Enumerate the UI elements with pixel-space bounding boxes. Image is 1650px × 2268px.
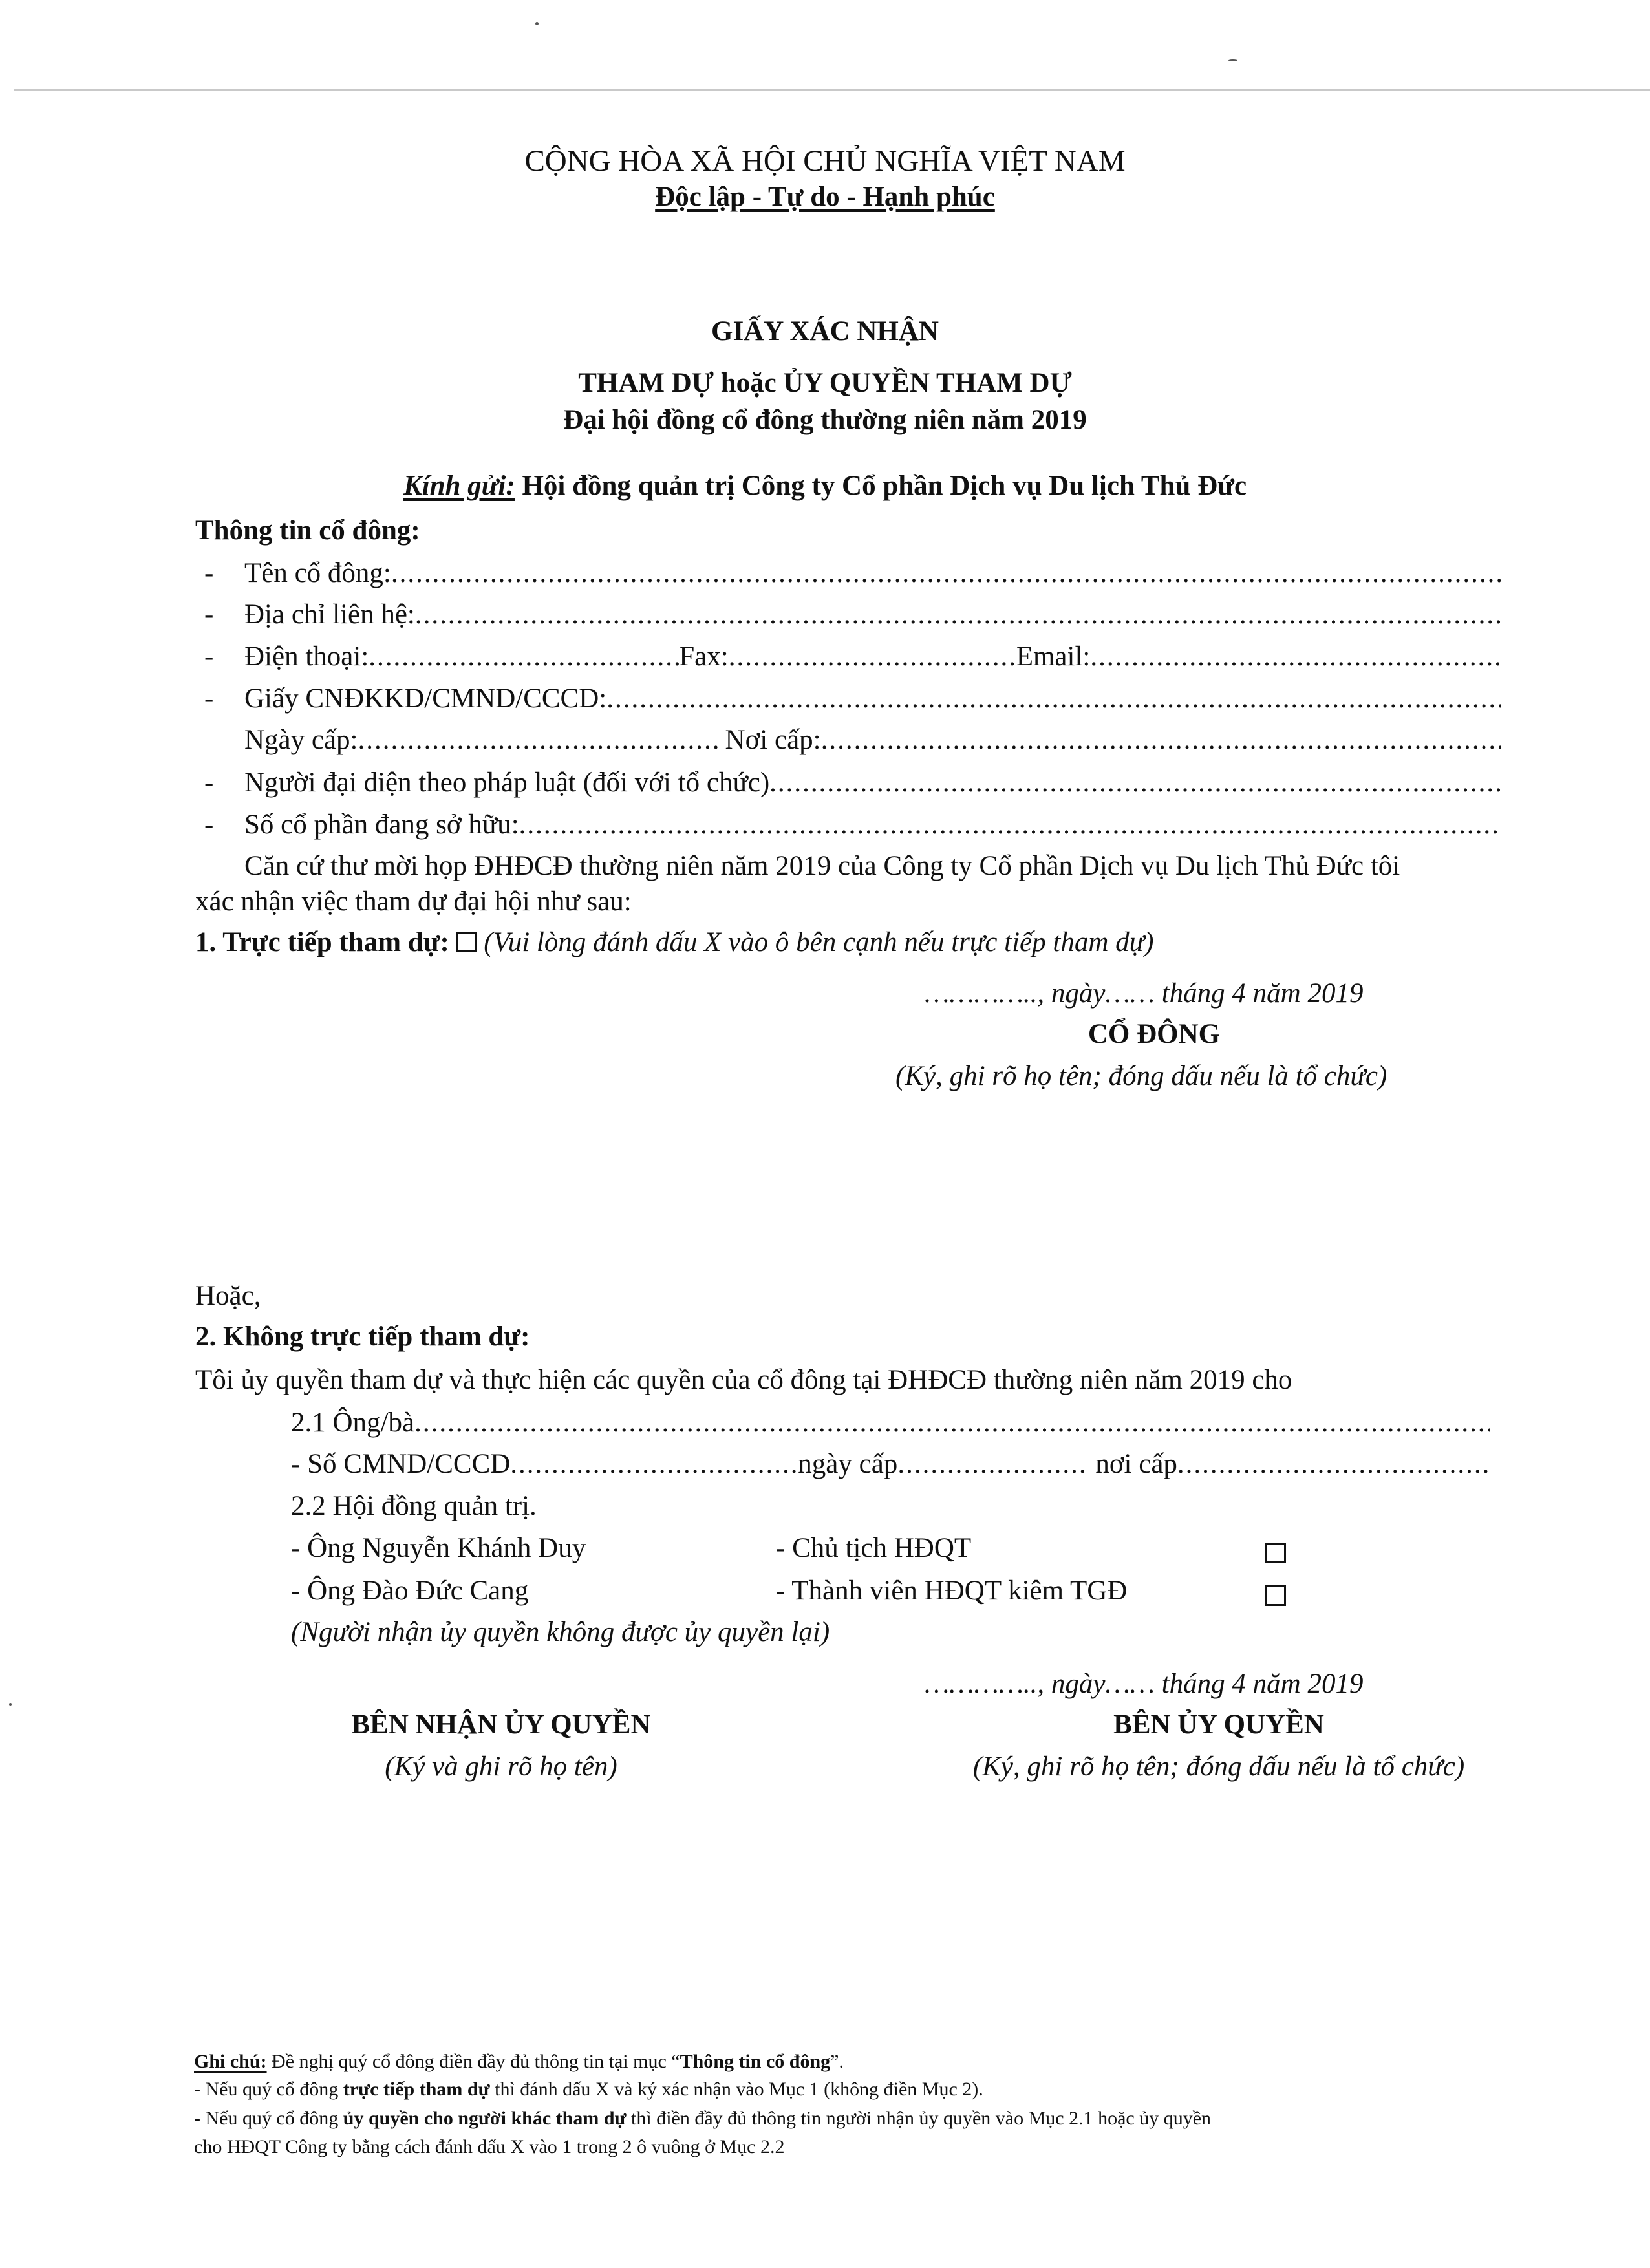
shareholder-signature-area[interactable] [931, 1099, 1461, 1248]
id-doc-label: Giấy CNĐKKD/CMND/CCCD: [244, 683, 607, 714]
board-member-role: - Chủ tịch HĐQT [776, 1533, 972, 1563]
email-label: Email: [1016, 641, 1091, 672]
footnote-label: Ghi chú: [194, 2051, 267, 2072]
address-row [244, 599, 1501, 630]
section1-line [195, 926, 1153, 958]
section1-date-line: ………….., ngày…… tháng 4 năm 2019 [925, 978, 1364, 1009]
proxy-person-field[interactable] [414, 1407, 1490, 1439]
intro-line-2: xác nhận việc tham dự đại hội như sau: [195, 886, 632, 917]
receiver-signature-area[interactable] [278, 1794, 724, 1988]
address-label: Địa chỉ liên hệ: [244, 599, 415, 630]
fax-label: Fax: [679, 641, 729, 672]
section2-intro: Tôi ủy quyền tham dự và thực hiện các quyền của cổ đông tại ĐHĐCĐ thường niên năm 2019 cho [195, 1365, 1292, 1395]
scan-speck [9, 1703, 12, 1706]
board-label: 2.2 Hội đồng quản trị. [291, 1491, 537, 1521]
phone-label: Điện thoại: [244, 641, 369, 672]
address-field[interactable] [415, 599, 1501, 630]
proxy-id-label: - Số CMND/CCCD [291, 1449, 511, 1479]
proxy-id-field[interactable] [510, 1448, 798, 1480]
shares-field[interactable] [519, 809, 1501, 840]
attend-directly-checkbox[interactable] [456, 932, 477, 952]
country-name: CỘNG HÒA XÃ HỘI CHỦ NGHĨA VIỆT NAM [524, 144, 1126, 178]
legal-rep-label: Người đại diện theo pháp luật (đối với tổ chức) [244, 767, 770, 798]
shares-row [244, 809, 1501, 840]
id-doc-row [244, 683, 1501, 714]
list-dash: - [204, 558, 214, 588]
grantor-note: (Ký, ghi rõ họ tên; đóng dấu nếu là tổ chức) [972, 1751, 1465, 1782]
receiver-title: BÊN NHẬN ỦY QUYỀN [351, 1709, 651, 1740]
footnote-line-4: cho HĐQT Công ty bằng cách đánh dấu X vào 1 trong 2 ô vuông ở Mục 2.2 [194, 2136, 785, 2157]
board-member-name: - Ông Đào Đức Cang [291, 1576, 529, 1606]
proxy-id-place-field[interactable] [1177, 1448, 1490, 1480]
issue-row [244, 724, 1501, 756]
proxy-person-row [291, 1407, 1490, 1439]
footnote-line-3 [194, 2108, 1211, 2130]
section2-heading: 2. Không trực tiếp tham dự: [195, 1321, 530, 1352]
phone-field[interactable] [369, 641, 679, 672]
document-title: GIẤY XÁC NHẬN [711, 316, 939, 347]
legal-rep-row [244, 767, 1501, 798]
list-dash: - [204, 641, 214, 672]
scan-top-edge [14, 89, 1650, 91]
chairman-checkbox[interactable] [1265, 1537, 1286, 1569]
intro-line-1: Căn cứ thư mời họp ĐHĐCĐ thường niên năm 2019 của Công ty Cổ phần Dịch vụ Du lịch Thủ Đức tôi [244, 851, 1400, 881]
grantor-signature-area[interactable] [931, 1794, 1500, 1988]
proxy-person-label: 2.1 Ông/bà [291, 1407, 415, 1438]
receiver-note: (Ký và ghi rõ họ tên) [385, 1751, 617, 1782]
document-subtitle: THAM DỰ hoặc ỦY QUYỀN THAM DỰ [578, 368, 1072, 398]
footnote-text: ”. [830, 2051, 844, 2072]
footnote-emphasis: trực tiếp tham dự [343, 2079, 490, 2100]
footnote-emphasis: ủy quyền cho người khác tham dự [343, 2108, 627, 2129]
recipient-line [0, 470, 1650, 502]
board-member-name: - Ông Nguyễn Khánh Duy [291, 1533, 586, 1563]
scan-speck [1228, 59, 1238, 61]
footnote-line-1 [194, 2051, 844, 2073]
issue-place-field[interactable] [821, 724, 1501, 756]
proxy-id-date-label: ngày cấp [798, 1449, 898, 1479]
recipient-label: Kính gửi: [403, 471, 515, 501]
fax-field[interactable] [729, 641, 1016, 672]
grantor-title: BÊN ỦY QUYỀN [1113, 1709, 1324, 1740]
shareholder-name-row [244, 557, 1501, 589]
list-dash: - [204, 599, 214, 630]
section2-date-line: ………….., ngày…… tháng 4 năm 2019 [925, 1669, 1364, 1699]
recipient-value: Hội đồng quản trị Công ty Cổ phần Dịch vụ Du lịch Thủ Đức [522, 471, 1247, 501]
shareholder-name-label: Tên cổ đông: [244, 558, 391, 588]
scan-speck [535, 22, 539, 25]
motto: Độc lập - Tự do - Hạnh phúc [655, 182, 995, 212]
shareholder-info-heading: Thông tin cổ đông: [195, 515, 420, 546]
shareholder-name-field[interactable] [391, 557, 1501, 589]
shareholder-signer-note: (Ký, ghi rõ họ tên; đóng dấu nếu là tổ chức) [895, 1061, 1388, 1091]
shares-label: Số cổ phần đang sở hữu: [244, 809, 519, 840]
shareholder-signer-title: CỔ ĐÔNG [1088, 1019, 1221, 1049]
proxy-id-place-label: nơi cấp [1095, 1449, 1177, 1479]
footnote-line-2 [194, 2079, 983, 2101]
id-doc-field[interactable] [606, 683, 1501, 714]
list-dash: - [204, 767, 214, 798]
footnote-emphasis: Thông tin cổ đông [680, 2051, 831, 2072]
issue-place-label: Nơi cấp: [725, 725, 821, 755]
issue-date-label: Ngày cấp: [244, 725, 358, 755]
legal-rep-field[interactable] [769, 767, 1501, 798]
board-member-role: - Thành viên HĐQT kiêm TGĐ [776, 1576, 1128, 1606]
meeting-name: Đại hội đồng cổ đông thường niên năm 2019 [563, 405, 1087, 435]
proxy-id-date-field[interactable] [897, 1448, 1085, 1480]
proxy-id-row [291, 1448, 1490, 1480]
list-dash: - [204, 809, 214, 840]
footnote-text: - Nếu quý cổ đông [194, 2079, 343, 2100]
issue-date-field[interactable] [358, 724, 720, 756]
section1-heading: 1. Trực tiếp tham dự: [195, 927, 449, 957]
footnote-text: - Nếu quý cổ đông [194, 2108, 343, 2129]
ceo-member-checkbox[interactable] [1265, 1580, 1286, 1612]
no-redelegation-note: (Người nhận ủy quyền không được ủy quyền lại) [291, 1617, 830, 1647]
contact-row [244, 641, 1501, 672]
footnote-text: thì điền đầy đủ thông tin người nhận ủy quyền vào Mục 2.1 hoặc ủy quyền [626, 2108, 1212, 2129]
footnote-text: thì đánh dấu X và ký xác nhận vào Mục 1 (không điền Mục 2). [489, 2079, 983, 2100]
list-dash: - [204, 683, 214, 714]
email-field[interactable] [1090, 641, 1501, 672]
or-text: Hoặc, [195, 1281, 261, 1311]
section1-instruction: (Vui lòng đánh dấu X vào ô bên cạnh nếu trực tiếp tham dự) [484, 927, 1154, 957]
footnote-text: Đề nghị quý cổ đông điền đầy đủ thông tin tại mục “ [272, 2051, 680, 2072]
